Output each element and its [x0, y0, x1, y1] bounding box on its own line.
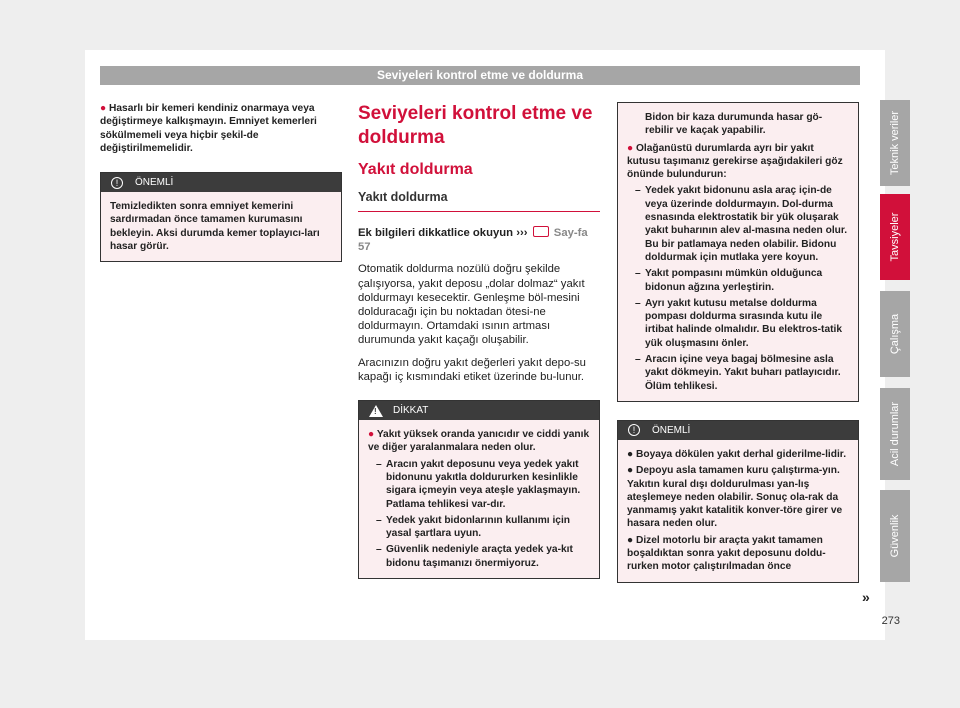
warning-triangle-icon: !	[369, 405, 383, 417]
list-item-text: Boyaya dökülen yakıt derhal giderilme-lidir.	[635, 448, 847, 460]
caution-lead	[368, 428, 590, 455]
tab-teknik-veriler[interactable]	[880, 100, 910, 186]
column-3	[617, 102, 859, 583]
list-item-text: Yedek yakıt bidonlarının kullanımı için yasal şartlara uyun.	[386, 514, 570, 540]
caution-box-continued	[617, 102, 859, 402]
continue-arrow-icon: »	[862, 589, 870, 605]
page-header: Seviyeleri kontrol etme ve doldurma	[100, 66, 860, 85]
caution-header	[359, 401, 599, 420]
tab-label: Acil durumlar	[889, 401, 901, 467]
caution-box	[358, 400, 600, 579]
list-item-text: Yakıt pompasını mümkün olduğunca bidonun ağzına yerleştirin.	[645, 268, 823, 293]
caution-list	[368, 458, 590, 570]
info-icon: !	[111, 177, 123, 189]
tab-label: Tavsiyeler	[889, 212, 901, 262]
list-item: – Yakıt pompasını mümkün olduğunca bidonun ağzına yerleştirin.	[635, 267, 849, 294]
notice-title: ÖNEMLİ	[135, 177, 174, 189]
info-icon: !	[628, 424, 640, 436]
list-item-text: Aracın içine veya bagaj bölmesine asla yakıt dökmeyin. Yakıt buharı patlayıcıdır. Ölüm tehlikesi.	[645, 354, 841, 392]
notice-body	[618, 440, 858, 582]
page-reference-link[interactable]: Say-fa 57	[358, 227, 588, 254]
list-item: – Yedek yakıt bidonunu asla araç için-de veya üzerinde doldurmayın. Dol-durma esnasında elektrostatik bir yük oluşarak yakıt buharının alev al-masına neden olur. Bu bir patlamaya neden olabilir. Bidonu doldurmak için mutlaka yere koyun.	[635, 185, 848, 263]
notice-header	[618, 421, 858, 440]
list-item-text: Aracın yakıt deposunu veya yedek yakıt bidonunu yakıtla doldururken kesinlikle sigara içmeyin veya ateşle yaklaşmayın. Patlama tehlikesi var-dır.	[386, 458, 581, 510]
list-item-text: Yedek yakıt bidonunu asla araç için-de veya üzerinde doldurmayın. Dol-durma esnasında elektrostatik bir yük oluşarak yakıt buharının alev al-masına neden olur. Bu bir patlamaya neden olabilir. Bidonu doldurmak için mutlaka yere koyun.	[645, 185, 848, 263]
list-item	[627, 448, 849, 461]
bullet-icon: ●	[368, 429, 375, 441]
tab-calisma[interactable]	[880, 291, 910, 377]
list-item: – Aracın yakıt deposunu veya yedek yakıt bidonunu yakıtla doldururken kesinlikle sigara içmeyin veya ateşle yaklaşmayın. Patlama tehlikesi var-dır.	[376, 458, 590, 511]
book-icon	[533, 226, 549, 237]
caution-title: DİKKAT	[393, 405, 429, 417]
warning-continuation	[100, 102, 342, 155]
caution-body-continued	[618, 103, 858, 401]
tab-acil-durumlar[interactable]	[880, 388, 910, 480]
intro-line	[358, 226, 600, 254]
list-item: – Ayrı yakıt kutusu metalse doldurma pompası doldurma sırasında kutu ile irtibat halinde olmalıdır. Bu elektros-tatik yük oluşmasını önler.	[635, 297, 849, 350]
bullet-icon: ●	[627, 448, 636, 460]
caution-lead-text: Olağanüstü durumlarda ayrı bir yakıt kutusu taşımanız gerekirse aşağıdakileri göz önünde bulundurun:	[627, 142, 843, 181]
caution-lead-2	[627, 142, 849, 182]
list-item	[627, 534, 849, 574]
caution-cont-text: Bidon bir kaza durumunda hasar gö-rebilir ve kaçak yapabilir.	[645, 112, 823, 137]
page-number: 273	[881, 615, 900, 627]
tab-label: Teknik veriler	[889, 110, 901, 176]
ref-arrows: ›››	[516, 227, 528, 239]
list-item-text: Ayrı yakıt kutusu metalse doldurma pompası doldurma sırasında kutu ile irtibat halinde olmalıdır. Bu elektros-tatik yük oluşmasını önler.	[645, 297, 842, 349]
chapter-title: Seviyeleri kontrol etme ve doldurma	[358, 103, 593, 148]
notice-title: ÖNEMLİ	[652, 424, 691, 436]
bullet-icon: ●	[100, 103, 107, 114]
notice-box	[100, 172, 342, 262]
list-item	[627, 464, 849, 530]
notice-box-2	[617, 420, 859, 583]
caution-lead-text: Yakıt yüksek oranda yanıcıdır ve ciddi yanık ve diğer yaralanmalara neden olur.	[368, 429, 590, 454]
caution-body	[359, 420, 599, 578]
list-item: – Yedek yakıt bidonlarının kullanımı için yasal şartlara uyun.	[376, 514, 590, 541]
list-item-text: Güvenlik nedeniyle araçta yedek ya-kıt bidonu taşımanızı önermiyoruz.	[386, 544, 573, 569]
list-item: – Aracın içine veya bagaj bölmesine asla yakıt dökmeyin. Yakıt buharı patlayıcıdır. Ölüm tehlikesi.	[635, 353, 849, 393]
section-title: Yakıt doldurma	[358, 161, 473, 178]
list-item: – Güvenlik nedeniyle araçta yedek ya-kıt bidonu taşımanızı önermiyoruz.	[376, 543, 590, 570]
bullet-icon: ●	[627, 465, 636, 477]
tab-label: Güvenlik	[889, 514, 901, 558]
intro-prefix: Ek bilgileri dikkatlice okuyun	[358, 227, 514, 239]
bullet-icon: ●	[627, 142, 634, 154]
list-item-text: Dizel motorlu bir araçta yakıt tamamen boşaldıktan sonra yakıt deposunu doldu-rurken motor çalıştırılmadan önce	[627, 534, 826, 573]
column-2	[358, 102, 600, 579]
caution-list	[627, 184, 849, 392]
paragraph-2: Aracınızın doğru yakıt değerleri yakıt depo-su kapağı iç kısmındaki etiket üzerinde bu-lunur.	[358, 356, 586, 383]
subsection-title: Yakıt doldurma	[358, 190, 600, 212]
tab-tavsiyeler[interactable]	[880, 194, 910, 280]
notice-header	[101, 173, 341, 192]
tab-label: Çalışma	[889, 313, 901, 355]
bullet-icon: ●	[627, 534, 636, 546]
tab-guvenlik[interactable]	[880, 490, 910, 582]
column-1	[100, 102, 342, 262]
paragraph-1: Otomatik doldurma nozülü doğru şekilde çalışıyorsa, yakıt deposu „dolar dolmaz“ yakıt doldurmayı kesecektir. Genleşme böl-mesini dolduracağı için bu noktadan ötesi-ne doldurmayın. Ortamdaki ısının artması durumunda yakıt kaçağı oluşabilir.	[358, 263, 585, 347]
warning-text: Hasarlı bir kemeri kendiniz onarmaya veya değiştirmeye kalkışmayın. Emniyet kemerleri sökülmemeli veya hiçbir şekil-de değiştirilmemelidir.	[100, 103, 317, 154]
list-item-text: Depoyu asla tamamen kuru çalıştırma-yın. Yakıtın kural dışı doldurulması yan-lış ateşlemeye neden olabilir. Sonuç ola-rak da yanmamış yakıt katalitik konver-töre girer ve hasara neden olur.	[627, 465, 843, 530]
notice-text: Temizledikten sonra emniyet kemerini sardırmadan önce tamamen kurumasını bekleyin. Aksi durumda kemer toplayıcı-ları hasar görür.	[110, 201, 320, 253]
